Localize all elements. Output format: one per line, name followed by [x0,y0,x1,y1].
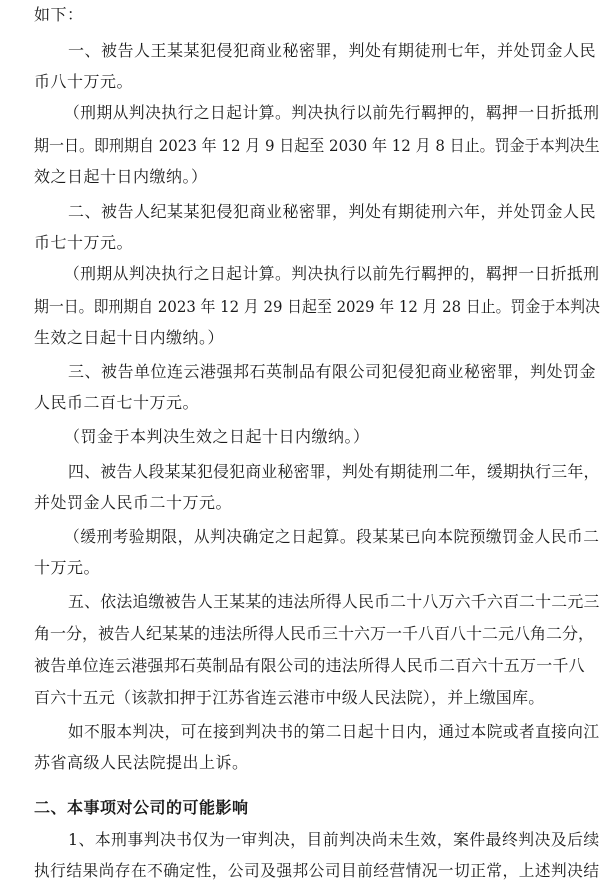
document-line: 苏省高级人民法院提出上诉。 [34,753,249,772]
document-line: 币八十万元。 [34,72,134,91]
document-line: 并处罚金人民币二十万元。 [34,493,233,512]
document-line: （刑期从判决执行之日起计算。判决执行以前先行羁押的，羁押一日折抵刑 [64,264,600,283]
document-line: 生效之日起十日内缴纳。） [34,328,225,347]
document-line: 一、被告人王某某犯侵犯商业秘密罪，判处有期徒刑七年，并处罚金人民 [68,41,597,60]
section-heading: 二、本事项对公司的可能影响 [34,798,249,817]
document-line: 如不服本判决，可在接到判决书的第二日起十日内，通过本院或者直接向江 [68,722,600,741]
document-line: 如下： [34,5,84,24]
document-line: 效之日起十日内缴纳。） [34,167,208,186]
document-line: 二、被告人纪某某犯侵犯商业秘密罪，判处有期徒刑六年，并处罚金人民 [68,202,597,221]
document-line: （缓刑考验期限，从判决确定之日起算。段某某已向本院预缴罚金人民币二 [64,527,600,546]
document-line: 币七十万元。 [34,233,134,252]
document-line: 期一日。即刑期自 2023 年 12 月 29 日起至 2029 年 12 月 28 日止。罚金于本判决 [34,297,600,316]
document-line: 百六十五元（该款扣押于江苏省连云港市中级人民法院），并上缴国库。 [34,688,545,707]
document-line: （罚金于本判决生效之日起十日内缴纳。） [64,427,370,446]
document-line: 五、依法追缴被告人王某某的违法所得人民币二十八万六千六百二十二元三 [68,592,600,611]
document-line: 被告单位连云港强邦石英制品有限公司的违法所得人民币二百六十五万一千八 [34,656,585,675]
document-line: 角一分，被告人纪某某的违法所得人民币三十六万一千八百八十二元八角二分， [34,624,595,643]
document-line: 十万元。 [34,558,101,577]
document-line: 四、被告人段某某犯侵犯商业秘密罪，判处有期徒刑二年，缓期执行三年， [68,462,600,481]
document-line: 人民币二百七十万元。 [34,393,200,412]
document-line: （刑期从判决执行之日起计算。判决执行以前先行羁押的，羁押一日折抵刑 [64,103,600,122]
document-line: 执行结果尚存在不确定性，公司及强邦公司目前经营情况一切正常，上述判决结 [34,861,600,880]
document-line: 1、本刑事判决书仅为一审判决，目前判决尚未生效，案件最终判决及后续 [68,830,600,849]
document-line: 期一日。即刑期自 2023 年 12 月 9 日起至 2030 年 12 月 8 日止。罚金于本判决生 [34,136,600,155]
document-line: 三、被告单位连云港强邦石英制品有限公司犯侵犯商业秘密罪，判处罚金 [68,362,597,381]
